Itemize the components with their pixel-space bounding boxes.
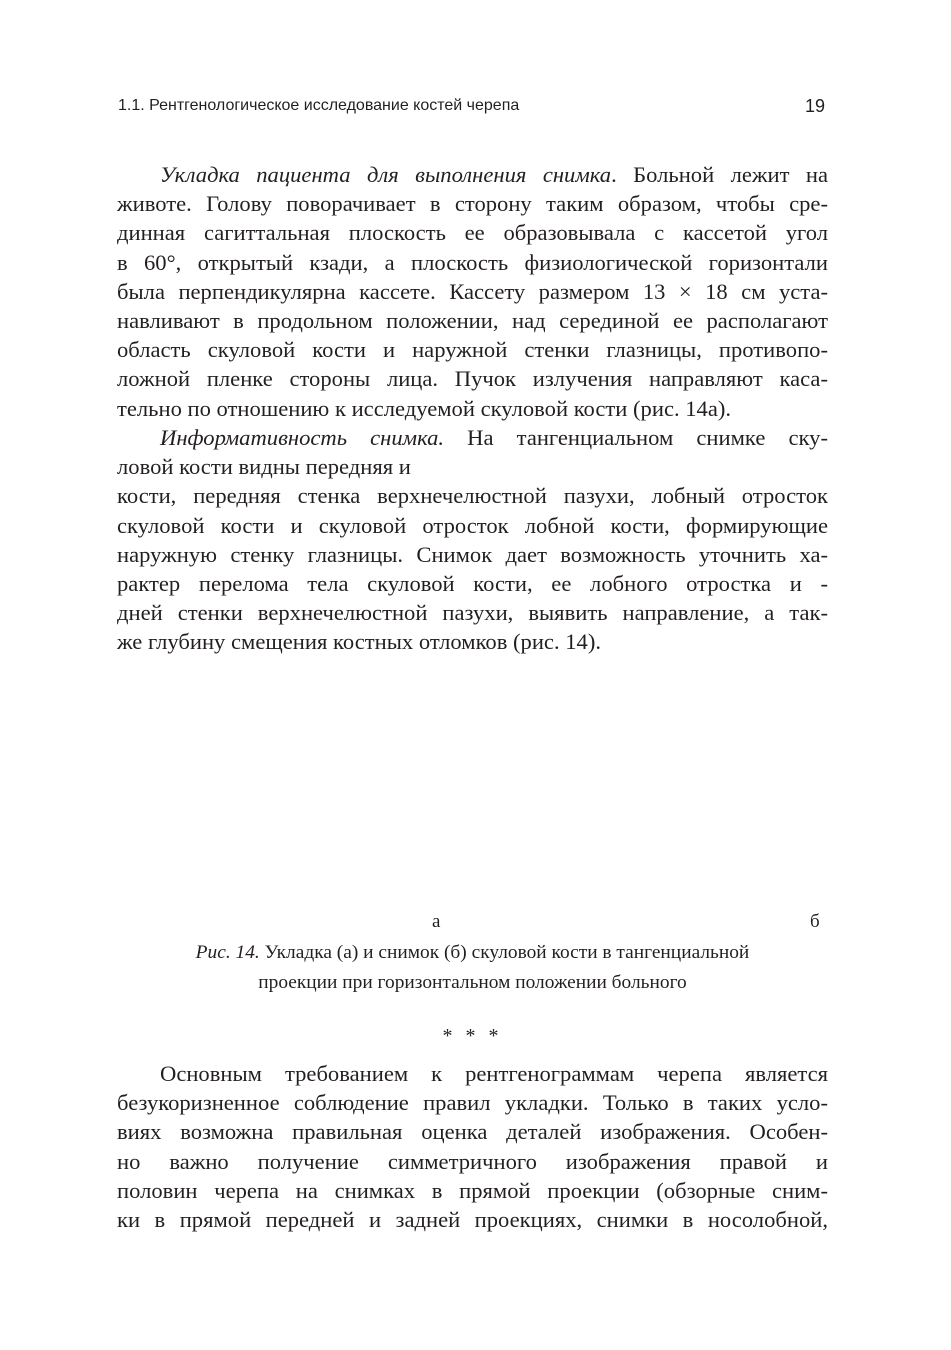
text-line: наружную стенку глазницы. Снимок дает возможность уточнить ха- bbox=[117, 541, 828, 567]
running-header-title: 1.1. Рентгенологическое исследование костей черепа bbox=[118, 97, 520, 114]
text-line: безукоризненное соблюдение правил укладки. Только в таких усло- bbox=[117, 1090, 828, 1116]
text-line: животе. Голову поворачивает в сторону таким образом, чтобы сре- bbox=[117, 191, 828, 217]
text-line: рактер перелома тела скуловой кости, ее лобного отростка и - bbox=[117, 570, 828, 596]
running-header bbox=[118, 93, 825, 119]
text-line: виях возможна правильная оценка деталей изображения. Особен- bbox=[117, 1119, 828, 1145]
caption-text: Укладка (а) и снимок (б) скуловой кости в тангенциальной bbox=[259, 942, 750, 963]
text-line: половин черепа на снимках в прямой проекции (обзорные сним- bbox=[117, 1177, 828, 1203]
text-line: ки в прямой передней и задней проекциях, снимки в носолобной, bbox=[117, 1206, 828, 1232]
text-line: навливают в продольном положении, над серединой ее располагают bbox=[117, 307, 828, 333]
section-separator: * * * bbox=[442, 1025, 503, 1047]
text-line: была перпендикулярна кассете. Кассету размером 13 × 18 см уста- bbox=[117, 278, 828, 304]
figure-label-b: б bbox=[810, 911, 820, 932]
paragraph-lead-in: Укладка пациента для выполнения снимка bbox=[160, 162, 612, 187]
text-line bbox=[117, 423, 828, 452]
figure-caption bbox=[117, 938, 828, 998]
text-line bbox=[117, 160, 828, 189]
figure-label-a: а bbox=[432, 911, 441, 932]
text-run: На тангенциальном снимке ску- bbox=[444, 425, 828, 450]
text-line: динная сагиттальная плоскость ее образовывала с кассетой угол bbox=[117, 220, 828, 246]
paragraph-patient-positioning bbox=[117, 160, 828, 423]
paragraph-lead-in: Информативность снимка. bbox=[160, 425, 445, 450]
text-line: в 60°, открытый кзади, а плоскость физиологической горизонтали bbox=[117, 249, 828, 275]
figure-number: Рис. 14. bbox=[195, 942, 260, 963]
text-line: тельно по отношению к исследуемой скуловой кости (рис. 14а). bbox=[117, 395, 732, 421]
text-line: ловой кости видны передняя и bbox=[117, 454, 411, 480]
text-line: скуловой кости и скуловой отросток лобной кости, формирующие bbox=[117, 512, 828, 538]
text-line: область скуловой кости и наружной стенки глазницы, противопо- bbox=[117, 337, 828, 363]
page-number: 19 bbox=[804, 96, 825, 116]
text-line: Основным требованием к рентгенограммам черепа является bbox=[160, 1061, 828, 1086]
text-run: . Больной лежит на bbox=[611, 162, 829, 187]
paragraph-requirements bbox=[117, 1059, 828, 1234]
text-line: но важно получение симметричного изображения правой и bbox=[117, 1148, 828, 1174]
caption-line bbox=[117, 938, 828, 968]
text-line: дней стенки верхнечелюстной пазухи, выявить направление, а так- bbox=[117, 600, 828, 626]
text-line: ложной пленке стороны лица. Пучок излучения направляют каса- bbox=[117, 366, 828, 392]
paragraph-image-informativeness bbox=[117, 423, 828, 657]
text-line: же глубину смещения костных отломков (рис. 14). bbox=[117, 629, 602, 655]
caption-line: проекции при горизонтальном положении больного bbox=[258, 972, 687, 993]
text-line: кости, передняя стенка верхнечелюстной пазухи, лобный отросток bbox=[117, 483, 828, 509]
